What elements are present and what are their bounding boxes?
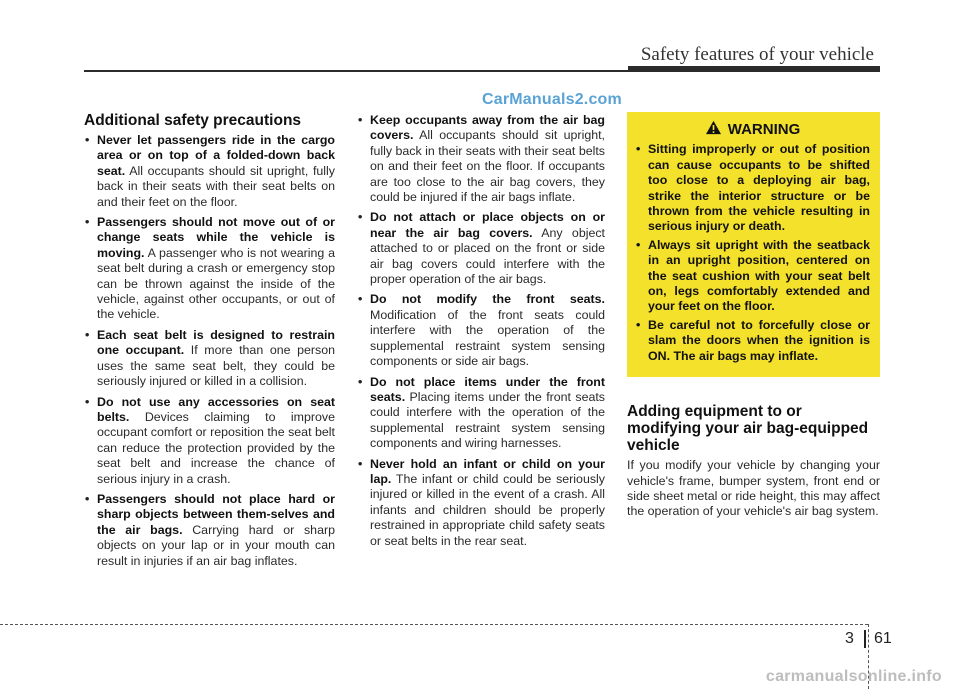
watermark-bottom[interactable]: carmanualsonline.info: [765, 668, 942, 685]
warning-list: [635, 142, 870, 364]
warning-triangle-icon: [705, 120, 722, 138]
list-item: • Be careful not to forcefully close or slam the doors when the ignition is ON. The air bags may inflate.: [635, 318, 870, 364]
header-rule-accent: [628, 66, 880, 72]
list-item: • Always sit upright with the seatback in an upright position, centered on the seat cushion with your seat belt on, legs comfortably extended and your feet on the floor.: [635, 238, 870, 315]
header-title: Safety features of your vehicle: [640, 44, 874, 65]
column-right: [627, 112, 880, 520]
list-item: • Keep occupants away from the air bag covers. All occupants should sit upright, fully back in their seats with their seat belts on and their feet on the floor. If occupants are too close to the air bag covers, they could be injured if the air bags inflate.: [357, 113, 605, 205]
safety-precautions-list: [84, 133, 335, 569]
page-number-separator: [864, 630, 866, 648]
column-middle: [357, 113, 605, 554]
list-item: • Passengers should not place hard or sharp objects between them-selves and the air bags. Carrying hard or sharp objects on your lap or in your mouth can result in injuries if an air bag inflates.: [84, 492, 335, 569]
list-item: • Sitting improperly or out of position can cause occupants to be shifted too close to a deploying air bag, strike the interior structure or be thrown from the vehicle resulting in serious injury or death.: [635, 142, 870, 234]
column-left: [84, 112, 335, 574]
list-item: • Never let passengers ride in the cargo area or on top of a folded-down back seat. All occupants should sit upright, fully back in their seats with their seat belts on and their feet on the floor.: [84, 133, 335, 210]
list-item: • Do not use any accessories on seat belts. Devices claiming to improve occupant comfort or reposition the seat belt can reduce the protection provided by the seat belt and increase the chance of serious injury in a crash.: [84, 395, 335, 487]
list-item: • Never hold an infant or child on your lap. The infant or child could be seriously injured or killed in the event of a crash. All infants and children should be properly restrained in appropriate child safety seats or seat belts in the rear seat.: [357, 457, 605, 549]
section-heading-adding-equipment: Adding equipment to or modifying your air bag-equipped vehicle: [627, 403, 869, 455]
warning-box: [627, 112, 880, 377]
warning-title: WARNING: [727, 120, 801, 138]
list-item: • Passengers should not move out of or change seats while the vehicle is moving. A passenger who is not wearing a seat belt during a crash or emergency stop can be thrown against the inside of the vehicle, against other occupants, or out of the vehicle.: [84, 215, 335, 323]
list-item: • Do not attach or place objects on or near the air bag covers. Any object attached to or placed on the front or side air bag covers could interfere with the proper operation of the air bags.: [357, 210, 605, 287]
page-number: 61: [874, 630, 892, 647]
adding-equipment-paragraph: If you modify your vehicle by changing your vehicle's frame, bumper system, front end or side sheet metal or ride height, this may affect the operation of your vehicle's air bag system.: [627, 458, 880, 519]
chapter-number: 3: [845, 630, 854, 647]
footer-divider: [0, 624, 868, 625]
list-item: • Do not place items under the front seats. Placing items under the front seats could interfere with the operation of the supplemental restraint system sensing components and wiring harnesses.: [357, 375, 605, 452]
air-bag-precautions-list: [357, 113, 605, 549]
list-item: • Each seat belt is designed to restrain one occupant. If more than one person uses the same seat belt, they could be seriously injured or killed in a collision.: [84, 328, 335, 390]
section-heading-additional-safety: Additional safety precautions: [84, 112, 302, 129]
warning-header: [635, 120, 870, 138]
list-item: • Do not modify the front seats. Modification of the front seats could interfere with the operation of the supplemental restraint system sensing components or side air bags.: [357, 292, 605, 369]
watermark-top[interactable]: CarManuals2.com: [482, 91, 622, 108]
